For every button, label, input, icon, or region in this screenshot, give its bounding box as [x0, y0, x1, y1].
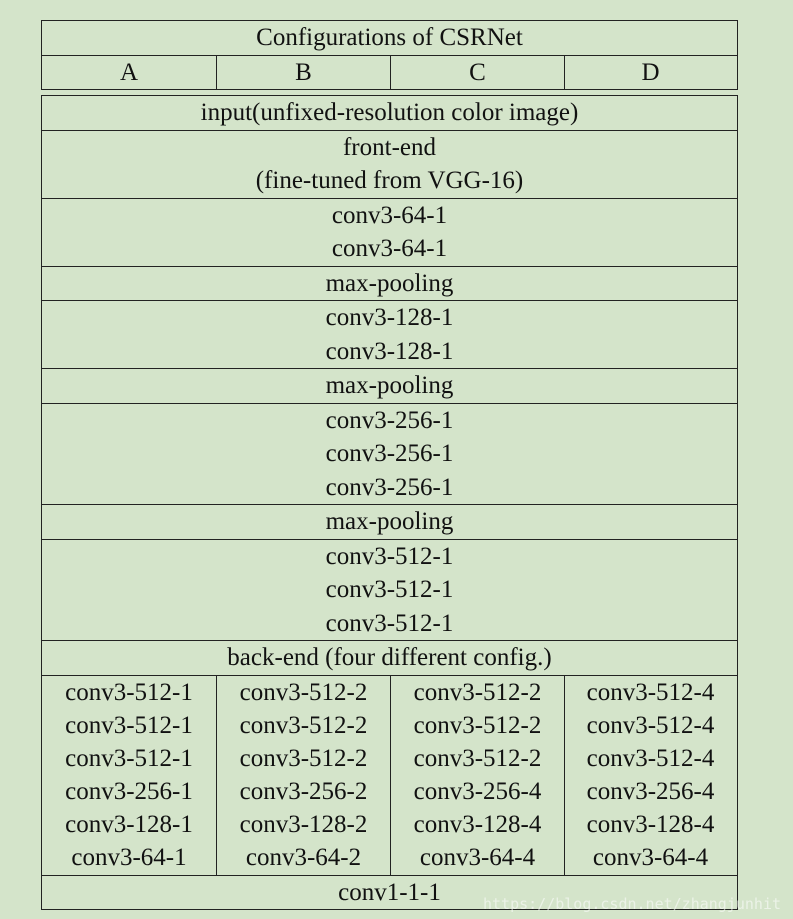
column-header-b: B	[216, 56, 390, 89]
config-column-c	[390, 676, 564, 875]
column-header-row	[42, 55, 737, 89]
layer-label: conv3-256-1	[325, 406, 454, 434]
layer-label: conv3-64-4	[419, 844, 536, 872]
config-body-table	[41, 95, 738, 910]
output-label: conv1-1-1	[338, 878, 441, 906]
conv-block-3	[42, 403, 737, 505]
layer-label: conv3-512-2	[239, 711, 368, 739]
pool-label: max-pooling	[325, 372, 454, 399]
layer-label: conv3-512-2	[413, 678, 542, 706]
table-title: Configurations of CSRNet	[256, 24, 523, 51]
layer-label: conv3-512-1	[65, 678, 193, 706]
pool-row-2	[42, 368, 737, 403]
column-header-d: D	[564, 56, 736, 89]
front-end-label: front-end	[342, 133, 437, 161]
layer-label: conv3-128-1	[325, 337, 454, 365]
back-end-configs-row	[42, 675, 737, 875]
layer-label: conv3-512-1	[325, 542, 454, 570]
layer-label: conv3-512-4	[586, 744, 715, 772]
conv-block-1	[42, 198, 737, 266]
front-end-note: (fine-tuned from VGG-16)	[255, 167, 524, 194]
layer-label: conv3-512-2	[239, 678, 368, 706]
layer-label: conv3-64-1	[71, 844, 187, 872]
conv-block-2	[42, 300, 737, 368]
layer-label: conv3-128-1	[65, 811, 193, 839]
watermark-text: https://blog.csdn.net/zhangjunhit	[482, 895, 781, 913]
pool-label: max-pooling	[325, 508, 454, 535]
layer-label: conv3-256-4	[586, 778, 715, 806]
layer-label: conv3-512-4	[586, 678, 715, 706]
layer-label: conv3-256-2	[239, 778, 368, 806]
layer-label: conv3-512-1	[325, 576, 454, 603]
pool-label: max-pooling	[325, 269, 454, 297]
layer-label: conv3-512-1	[65, 744, 193, 772]
conv-block-4	[42, 539, 737, 641]
pool-row-1	[42, 266, 737, 301]
back-end-row	[42, 640, 737, 675]
layer-label: conv3-128-4	[586, 811, 715, 839]
pool-row-3	[42, 504, 737, 539]
layer-label: conv3-512-4	[586, 711, 715, 739]
config-header-table	[41, 20, 738, 90]
layer-label: conv3-256-1	[65, 778, 193, 806]
table-title-row	[42, 21, 737, 55]
config-column-a	[42, 676, 216, 875]
config-column-b	[216, 676, 390, 875]
column-header-a: A	[119, 58, 139, 86]
column-header-c: C	[390, 56, 564, 89]
layer-label: conv3-512-2	[239, 744, 368, 772]
layer-label: conv3-128-4	[413, 811, 542, 839]
layer-label: conv3-128-2	[239, 811, 368, 839]
layer-label: conv3-64-2	[245, 844, 362, 872]
layer-label: conv3-512-1	[325, 609, 454, 637]
layer-label: conv3-128-1	[325, 304, 454, 331]
back-end-label: back-end (four different config.)	[227, 644, 552, 671]
input-row	[42, 96, 737, 130]
layer-label: conv3-256-4	[413, 778, 542, 806]
input-label: input(unfixed-resolution color image)	[200, 99, 579, 126]
layer-label: conv3-64-4	[592, 844, 709, 872]
config-column-d	[564, 676, 736, 875]
layer-label: conv3-512-2	[413, 744, 542, 772]
layer-label: conv3-512-1	[65, 711, 193, 739]
layer-label: conv3-256-1	[325, 440, 454, 467]
layer-label: conv3-64-1	[331, 201, 448, 229]
layer-label: conv3-256-1	[325, 473, 454, 501]
front-end-row	[42, 130, 737, 198]
layer-label: conv3-512-2	[413, 711, 542, 739]
layer-label: conv3-64-1	[331, 235, 448, 262]
